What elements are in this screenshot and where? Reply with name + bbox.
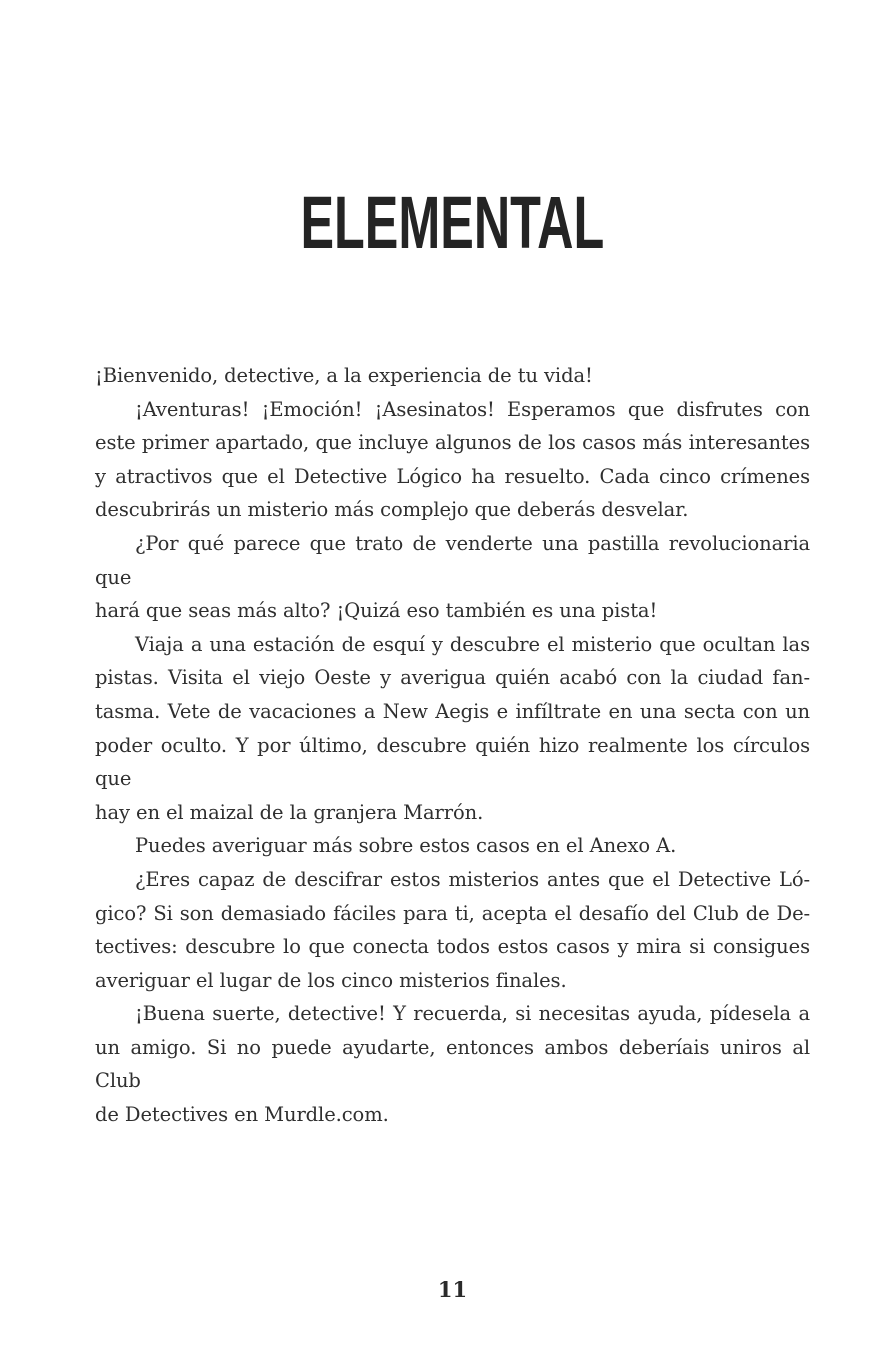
text-line: gico? Si son demasiado fáciles para ti, acepta el desafío del Club de De-: [95, 901, 810, 925]
text-line: y atractivos que el Detective Lógico ha resuelto. Cada cinco crímenes: [95, 464, 810, 488]
text-line: ¡Aventuras! ¡Emoción! ¡Asesinatos! Esperamos que disfrutes con: [135, 397, 810, 421]
text-line: ¿Eres capaz de descifrar estos misterios antes que el Detective Ló-: [135, 867, 810, 891]
chapter-title: ELEMENTAL: [300, 181, 605, 264]
body-text: [95, 359, 810, 1132]
text-line: ¡Buena suerte, detective! Y recuerda, si necesitas ayuda, pídesela a: [135, 1002, 810, 1026]
text-line: hará que seas más alto? ¡Quizá eso también es una pista!: [95, 599, 658, 623]
text-line: averiguar el lugar de los cinco misterios finales.: [95, 968, 567, 992]
text-line: ¡Bienvenido, detective, a la experiencia de tu vida!: [95, 364, 593, 387]
page-number: 11: [437, 1277, 468, 1302]
chapter-title-wrap: [95, 181, 810, 264]
text-line: pistas. Visita el viejo Oeste y averigua quién acabó con la ciudad fan-: [95, 666, 810, 690]
text-line: hay en el maizal de la granjera Marrón.: [95, 800, 484, 824]
text-line: tectives: descubre lo que conecta todos estos casos y mira si consigues: [95, 935, 810, 959]
text-line: este primer apartado, que incluye algunos de los casos más interesantes: [95, 431, 810, 455]
text-line: descubrirás un misterio más complejo que deberás desvelar.: [95, 498, 689, 522]
text-line: poder oculto. Y por último, descubre quién hizo realmente los círculos que: [95, 733, 810, 791]
text-line: tasma. Vete de vacaciones a New Aegis e infíltrate en una secta con un: [95, 699, 810, 723]
text-line: un amigo. Si no puede ayudarte, entonces ambos deberíais uniros al Club: [95, 1035, 810, 1093]
text-line: Puedes averiguar más sobre estos casos en el Anexo A.: [135, 834, 677, 858]
text-line: Viaja a una estación de esquí y descubre el misterio que ocultan las: [135, 632, 810, 656]
text-line: ¿Por qué parece que trato de venderte una pastilla revolucionaria que: [95, 531, 810, 589]
text-line: de Detectives en Murdle.com.: [95, 1103, 389, 1127]
